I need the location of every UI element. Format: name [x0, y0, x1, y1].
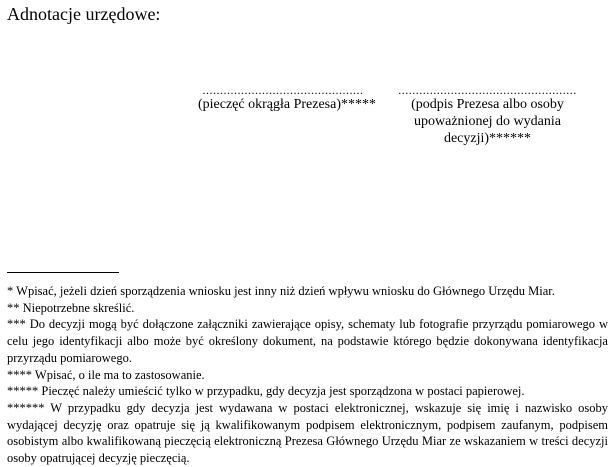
- signature-dotted-line: ...................................................: [398, 84, 577, 96]
- footnote-5: ***** Pieczęć należy umieścić tylko w przypadku, gdy decyzja jest sporządzona w postaci papierowej.: [7, 384, 525, 399]
- signature-caption: (podpis Prezesa albo osoby upoważnionej do wydania decyzji)******: [411, 97, 564, 146]
- footnote-4: **** Wpisać, o ile ma to zastosowanie.: [7, 367, 205, 382]
- footnote-separator: [7, 272, 119, 273]
- footnote-2: ** Niepotrzebne skreślić.: [7, 300, 135, 315]
- footnote-3: *** Do decyzji mogą być dołączone załączniki zawierające opisy, schematy lub fotografie przyrządu pomiarowego w celu jego identyfikacji albo może być określony dokument, na podstawie którego będzie dokonywana identyfikacja przyrządu pomiarowego.: [7, 317, 608, 365]
- footnotes: [7, 283, 608, 467]
- footnote-6: ****** W przypadku gdy decyzja jest wydawana w postaci elektronicznej, wskazuje się imię i nazwisko osoby wydającej decyzję oraz opatruje się ją kwalifikowanym podpisem elektronicznym, podpisem zaufanym, podpisem osobistym albo kwalifikowaną pieczęcią elektroniczną Prezesa Głównego Urzędu Miar ze wskazaniem w treści decyzji osoby opatrującej decyzję pieczęcią.: [7, 400, 608, 466]
- page-heading: Adnotacje urzędowe:: [7, 4, 161, 24]
- signature-block: [385, 84, 590, 147]
- footnote-1: * Wpisać, jeżeli dzień sporządzenia wniosku jest inny niż dzień wpływu wniosku do Głównego Urzędu Miar.: [7, 284, 555, 298]
- seal-block: [189, 84, 377, 113]
- seal-caption: (pieczęć okrągła Prezesa)*****: [197, 97, 376, 112]
- seal-dotted-line: ..............................................: [202, 84, 364, 96]
